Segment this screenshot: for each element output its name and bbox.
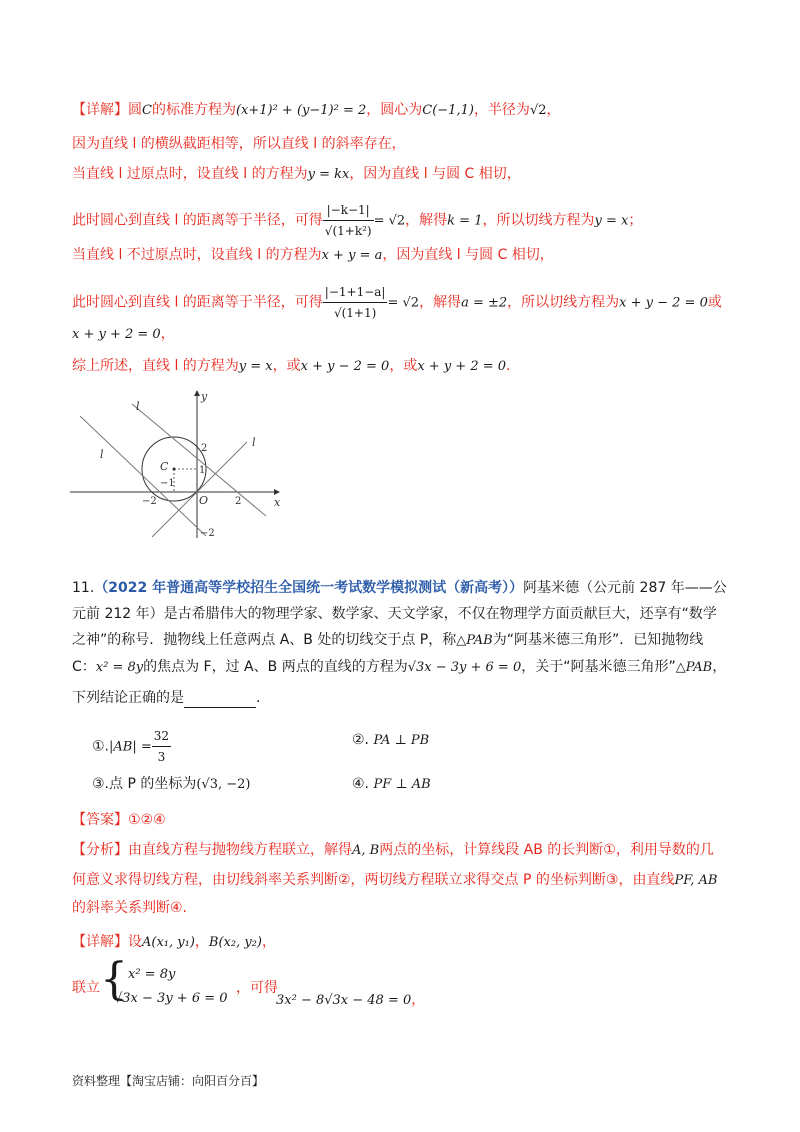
answer-line (72, 810, 166, 830)
tangent-line-y-eq-x (152, 442, 247, 537)
option-3: ③.点 P 的坐标为(√3, −2) (92, 776, 251, 792)
distance-fraction-2: $\frac{|-1+1-a|}{√(1+1)}$ (323, 282, 388, 323)
option-2: ②. PA ⊥ PB (352, 732, 430, 748)
answer-value: ①②④ (128, 812, 166, 828)
distance-fraction-1: $\frac{|-k-1|}{\text{√(1+k²)}}$ (323, 200, 374, 241)
detail1-line2: 因为直线 l 的横纵截距相等，所以直线 l 的斜率存在， (72, 136, 406, 152)
origin-label: O (199, 494, 209, 507)
answer-tag: 【答案】 (72, 812, 128, 828)
detail1-line4: 此时圆心到直线 l 的距离等于半径，可得 $\frac{|-k-1|}{\text{√(1+k²)}}$ = √2，解得k = 1，所以切线方程为y = x； (72, 200, 642, 241)
y-axis-arrow (194, 390, 200, 396)
detail2-result: ，可得 (236, 980, 278, 996)
system-eq1: x² = 8y (128, 967, 176, 982)
detail1-line6: 此时圆心到直线 l 的距离等于半径，可得 $\frac{|-1+1-a|}{√(1+1)}$ = √2，解得a = ±2，所以切线方程为x + y − 2 = 0或 (72, 282, 722, 323)
detail-tag: 【详解】 (72, 934, 128, 950)
problem11-line3: 之神”的称号．抛物线上任意两点 A、B 处的切线交于点 P，称△PAB为“阿基米德三角形”．已知抛物线 (72, 632, 704, 648)
axis-x-label: x (274, 496, 281, 509)
detail2-system-label: 联立 (72, 980, 100, 996)
problem-source: （2022 年普通高等学校招生全国统一考试数学模拟测试（新高考）） (94, 580, 524, 596)
option1-fraction: $\frac{32}{3}$ (152, 726, 171, 767)
circle-center: C(−1,1) (422, 103, 474, 118)
system-eq2: √3x − 3y + 6 = 0 (114, 991, 228, 1006)
analysis-tag: 【分析】 (72, 842, 128, 858)
option-4: ④. PF ⊥ AB (352, 776, 431, 792)
axis-y-label: y (201, 390, 208, 403)
circle-radius: √2 (529, 103, 547, 118)
circle-equation: (x+1)² + (y−1)² = 2 (235, 103, 367, 118)
tangent-line-x-plus-y-plus-2 (80, 416, 209, 536)
detail1-line3: 当直线 l 过原点时，设直线 l 的方程为y = kx，因为直线 l 与圆 C 相切， (72, 166, 521, 182)
answer-blank (184, 693, 256, 708)
problem11-line5: 下列结论正确的是 . (72, 690, 261, 706)
system-brace: { (100, 954, 128, 1005)
line-label-2: l (100, 448, 104, 461)
center-point (173, 468, 176, 471)
center-label: C (160, 460, 169, 473)
tick-y-1: 1 (199, 465, 206, 476)
detail1-line1: 【详解】圆C的标准方程为(x+1)² + (y−1)² = 2，圆心为C(−1,1)，半径为√2， (72, 102, 561, 118)
analysis-line2: 何意义求得切线方程，由切线斜率关系判断②，两切线方程联立求得交点 P 的坐标判断③，由直线PF, AB (72, 872, 718, 888)
problem11-line1: 11.（2022 年普通高等学校招生全国统一考试数学模拟测试（新高考））阿基米德（公元前 287 年——公 (72, 580, 727, 596)
detail-tag: 【详解】 (72, 102, 128, 118)
x-axis-arrow (274, 489, 280, 495)
detail1-line7: x + y + 2 = 0， (72, 326, 175, 342)
option-1: ①.|AB| = $\frac{32}{3}$ (92, 726, 171, 767)
tick-x-neg1: −1 (160, 478, 175, 489)
footer-source: 资料整理【淘宝店铺：向阳百分百】 (72, 1074, 265, 1088)
problem11-line4: C：x² = 8y的焦点为 F，过 A、B 两点的直线的方程为√3x − 3y + 6 = 0，关于“阿基米德三角形”△PAB， (72, 659, 727, 675)
detail2-line1: 【详解】设A(x₁, y₁)，B(x₂, y₂)， (72, 934, 276, 950)
detail2-result-eq: 3x² − 8√3x − 48 = 0， (276, 992, 426, 1008)
problem-number: 11. (72, 580, 95, 596)
analysis-line3: 的斜率关系判断④. (72, 900, 188, 916)
tangent-lines-graph (66, 386, 288, 546)
line-label-1: l (136, 400, 140, 413)
analysis-line1: 【分析】由直线方程与抛物线方程联立，解得A, B两点的坐标，计算线段 AB 的长判断①，利用导数的几 (72, 842, 714, 858)
tick-y-2: 2 (201, 443, 208, 454)
line-label-3: l (252, 436, 256, 449)
detail1-line8: 综上所述，直线 l 的方程为y = x，或x + y − 2 = 0，或x + y + 2 = 0. (72, 358, 511, 374)
tick-x-2: 2 (235, 496, 242, 507)
tick-y-neg2: −2 (200, 528, 215, 539)
detail1-line5: 当直线 l 不过原点时，设直线 l 的方程为x + y = a，因为直线 l 与圆 C 相切， (72, 247, 554, 263)
tick-x-neg2: −2 (142, 496, 157, 507)
problem11-line2: 元前 212 年）是古希腊伟大的物理学家、数学家、天文学家，不仅在物理学方面贡献巨大，还享有“数学 (72, 606, 717, 622)
